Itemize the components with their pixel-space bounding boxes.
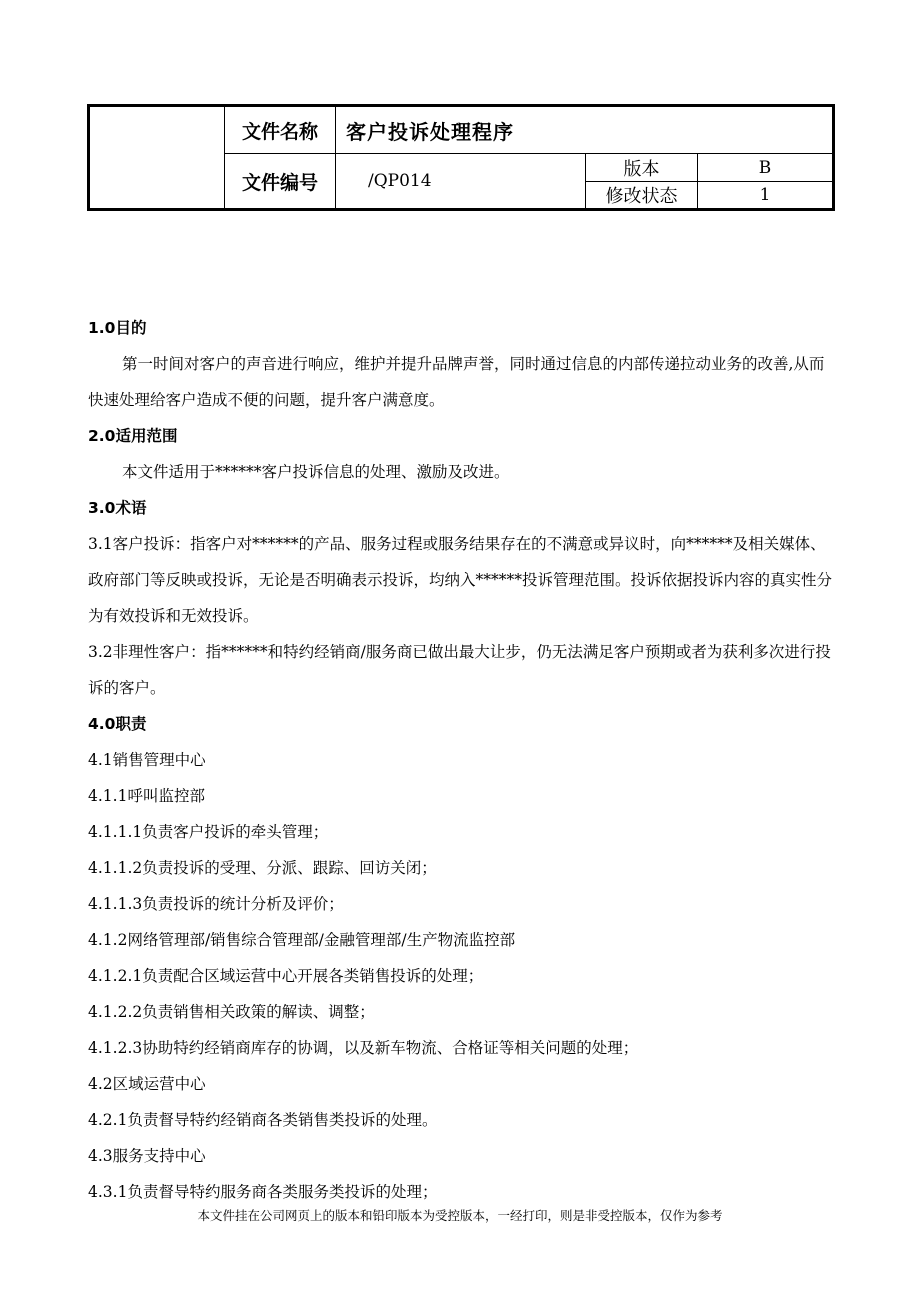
- section-heading: 4.0职责: [88, 715, 147, 733]
- doc-code-value: /QP014: [336, 154, 586, 210]
- revision-label: 修改状态: [586, 182, 698, 210]
- clause: 3.1客户投诉：指客户对******的产品、服务过程或服务结果存在的不满意或异议时，向******及相关媒体、政府部门等反映或投诉，无论是否明确表示投诉，均纳入******投诉管理范围。投诉依据投诉内容的真实性分为有效投诉和无效投诉。: [88, 535, 833, 625]
- clause: 4.3.1负责督导特约服务商各类服务类投诉的处理；: [88, 1183, 438, 1201]
- clause: 4.1.1.2负责投诉的受理、分派、跟踪、回访关闭；: [88, 859, 437, 877]
- page-footer: 本文件挂在公司网页上的版本和铅印版本为受控版本，一经打印，则是非受控版本，仅作为参考: [197, 1208, 723, 1223]
- clause: 4.1.1.3负责投诉的统计分析及评价；: [88, 895, 344, 913]
- clause: 4.1销售管理中心: [88, 751, 206, 769]
- version-value: B: [698, 154, 834, 182]
- clause: 4.2.1负责督导特约经销商各类销售类投诉的处理。: [88, 1111, 438, 1129]
- clause: 4.1.2.2负责销售相关政策的解读、调整；: [88, 1003, 375, 1021]
- document-header-table: [87, 104, 835, 211]
- clause: 3.2非理性客户：指******和特约经销商/服务商已做出最大让步，仍无法满足客户预期或者为获利多次进行投诉的客户。: [88, 643, 831, 697]
- doc-code-label: 文件编号: [225, 154, 336, 210]
- clause: 4.2区域运营中心: [88, 1075, 206, 1093]
- paragraph: 第一时间对客户的声音进行响应，维护并提升品牌声誉，同时通过信息的内部传递拉动业务的改善,从而快速处理给客户造成不便的问题，提升客户满意度。: [88, 355, 825, 409]
- section-heading: 2.0适用范围: [88, 427, 178, 445]
- doc-name-value: 客户投诉处理程序: [336, 106, 834, 154]
- clause: 4.1.2网络管理部/销售综合管理部/金融管理部/生产物流监控部: [88, 931, 516, 949]
- document-body: [88, 310, 833, 1210]
- clause: 4.1.2.1负责配合区域运营中心开展各类销售投诉的处理；: [88, 967, 484, 985]
- clause: 4.1.2.3协助特约经销商库存的协调，以及新车物流、合格证等相关问题的处理；: [88, 1039, 639, 1057]
- section-heading: 3.0术语: [88, 499, 147, 517]
- clause: 4.1.1呼叫监控部: [88, 787, 205, 805]
- revision-value: 1: [698, 182, 834, 210]
- logo-area: [89, 106, 225, 210]
- clause: 4.3服务支持中心: [88, 1147, 206, 1165]
- clause: 4.1.1.1负责客户投诉的牵头管理；: [88, 823, 329, 841]
- paragraph: 本文件适用于******客户投诉信息的处理、激励及改进。: [122, 463, 510, 481]
- section-heading: 1.0目的: [88, 319, 147, 337]
- doc-name-label: 文件名称: [225, 106, 336, 154]
- version-label: 版本: [586, 154, 698, 182]
